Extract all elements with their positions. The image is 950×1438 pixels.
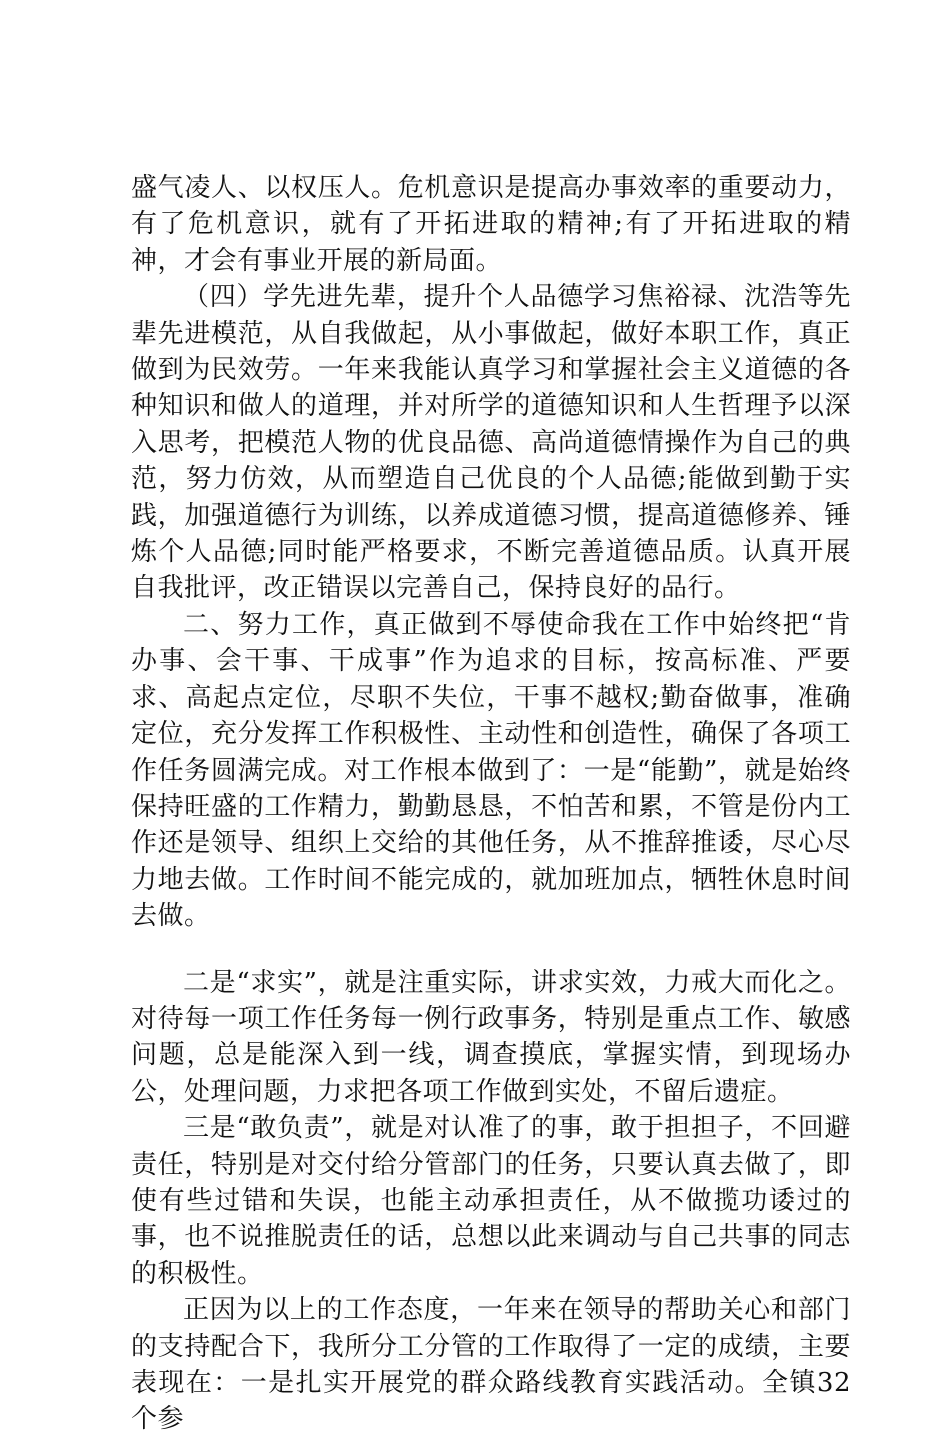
document-body	[131, 170, 851, 1438]
paragraph-section-two: 二、努力工作，真正做到不辱使命我在工作中始终把“肯办事、会干事、干成事”作为追求的目标，按高标准、严要求、高起点定位，尽职不失位，干事不越权;勤奋做事，准确定位，充分发挥工作积极性、主动性和创造性，确保了各项工作任务圆满完成。对工作根本做到了：一是“能勤”，就是始终保持旺盛的工作精力，勤勤恳恳，不怕苦和累，不管是份内工作还是领导、组织上交给的其他任务，从不推辞推诿，尽心尽力地去做。工作时间不能完成的，就加班加点，牺牲休息时间去做。	[131, 609, 851, 932]
paragraph-section-four: （四）学先进先辈，提升个人品德学习焦裕禄、沈浩等先辈先进模范，从自我做起，从小事做起，做好本职工作，真正做到为民效劳。一年来我能认真学习和掌握社会主义道德的各种知识和做人的道理，并对所学的道德知识和人生哲理予以深入思考，把模范人物的优良品德、高尚道德情操作为自己的典范，努力仿效，从而塑造自己优良的个人品德;能做到勤于实践，加强道德行为训练，以养成道德习惯，提高道德修养、锤炼个人品德;同时能严格要求，不断完善道德品质。认真开展自我批评，改正错误以完善自己，保持良好的品行。	[131, 282, 851, 604]
paragraph-ganfuze: 三是“敢负责”，就是对认准了的事，敢于担担子，不回避责任，特别是对交付给分管部门的任务，只要认真去做了，即使有些过错和失误，也能主动承担责任，从不做揽功诿过的事，也不说推脱责任的话，总想以此来调动与自己共事的同志的积极性。	[131, 1113, 851, 1289]
paragraph-qiushi: 二是“求实”，就是注重实际，讲求实效，力戒大而化之。对待每一项工作任务每一例行政事务，特别是重点工作、敏感问题，总是能深入到一线，调查摸底，掌握实情，到现场办公，处理问题，力求把各项工作做到实处，不留后遗症。	[131, 967, 851, 1107]
paragraph-achievements: 正因为以上的工作态度，一年来在领导的帮助关心和部门的支持配合下，我所分工分管的工作取得了一定的成绩，主要表现在：一是扎实开展党的群众路线教育实践活动。全镇32个参	[131, 1295, 851, 1435]
paragraph-continuation: 盛气凌人、以权压人。危机意识是提高办事效率的重要动力，有了危机意识，就有了开拓进取的精神;有了开拓进取的精神，才会有事业开展的新局面。	[131, 173, 851, 276]
